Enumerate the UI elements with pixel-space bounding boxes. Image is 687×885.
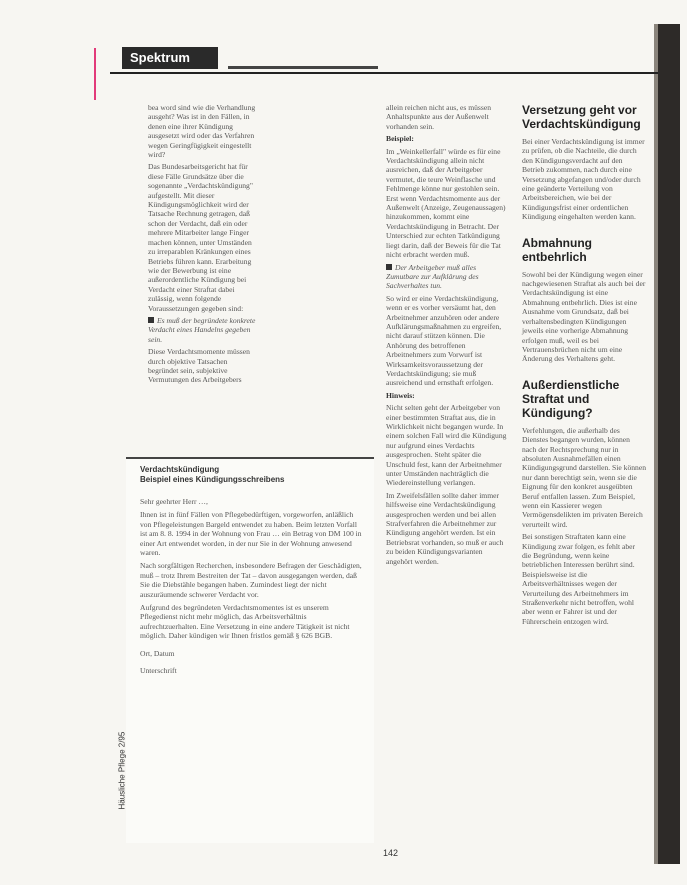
heading-versetzung: Versetzung geht vor Verdachtskündigung bbox=[522, 103, 641, 131]
subheading: Hinweis: bbox=[386, 390, 415, 400]
paragraph: So wird er eine Verdachtskündigung, wenn er es vorher versäumt hat, den Arbeitnehmer anzuhören oder andere Aufklärungsmaßnahmen zu ergreifen, nicht darauf stützen können. Die Anhörung des betroffenen Arbeitnehmers zum Vorwurf ist Wirksamkeitsvoraussetzung der Verdachtskündigung; sie muß ausreichend und ernsthaft erfolgen. bbox=[386, 293, 502, 388]
paragraph: Bei einer Verdachtskündigung ist immer zu prüfen, ob die Nachteile, die durch den Kündigungsverdacht auf den Betrieb zukommen, nach durch eine Versetzung abgefangen und/oder durch eine geänderte Verteilung von Arbeitsbereichen, wie bei der Kündigungsfrist einer ordentlichen Kündigung eingehalten werden kann. bbox=[522, 137, 645, 222]
example-letter-box bbox=[126, 457, 374, 843]
salutation: Sehr geehrter Herr …, bbox=[140, 497, 208, 506]
square-bullet-icon bbox=[386, 264, 392, 270]
signature-line: Unterschrift bbox=[140, 666, 177, 676]
subheading: Beispiel: bbox=[386, 134, 414, 144]
paragraph: Im „Weinkellerfall" würde es für eine Verdachtskündigung allein nicht ausreichen, daß der Arbeitgeber vermutet, die teure Weinflasche und Fehlmenge könne nur gestohlen sein. Erst wenn Verdachtsmomente aus der Außenwelt (Anzeige, Zeugenaussagen) hinzukommen, kommt eine Verdachtskündigung in Betracht. Der Unterschied zur echten Tatkündigung liegt darin, daß der Beweis für die Tat nicht erbracht werden muß. bbox=[386, 146, 506, 260]
paragraph: Verfehlungen, die außerhalb des Dienstes begangen wurden, können nach der Rechtsprechung nur in absoluten Ausnahmefällen einen Kündigungsgrund darstellen. Sie können nur dann berechtigt sein, wenn sie die Eignung für den konkret ausgeübten Beruf entfallen lassen. Zum Beispiel, wenn ein Kassierer wegen Vermögensdelikten im privaten Bereich verurteilt wird. bbox=[522, 425, 647, 529]
place-date: Ort, Datum bbox=[140, 648, 175, 658]
paragraph: Aufgrund des begründeten Verdachtsmomentes ist es unserem Pflegedienst nicht mehr möglich, das Arbeitsverhältnis aufrechtzuerhalten. Eine Versetzung in eine andere Tätigkeit ist nicht möglich. Daher kündigen wir Ihnen fristlos gemäß § 626 BGB. bbox=[140, 603, 350, 641]
paragraph: Nach sorgfältigen Recherchen, insbesondere Befragen der Geschädigten, muß – trotz Ihrem Bestreiten der Tat – davon ausgegangen werden, daß Sie die Diebstähle begangen haben. Zumindest liegt der nicht auszuräumende schwerer Verdacht vor. bbox=[140, 561, 362, 599]
heading-ausserdienstliche-straftat: Außerdienstliche Straftat und Kündigung? bbox=[522, 377, 620, 420]
paragraph: Nicht selten geht der Arbeitgeber von einer bestimmten Straftat aus, die in Wirklichkeit nicht begangen wurde. In einem solchen Fall wird die Kündigung nur aufgrund eines Verdachts ausgesprochen. Steht später die Unschuld fest, kann der Arbeitnehmer unter Umständen nachträglich die Wiedereinstellung verlangen. bbox=[386, 403, 507, 488]
letter-body bbox=[140, 497, 364, 680]
binding-spine bbox=[658, 24, 680, 864]
page-number: 142 bbox=[383, 848, 399, 858]
paragraph: Bei sonstigen Straftaten kann eine Kündigung zwar folgen, es fehlt aber die Begründung, wenn keine betrieblichen Interessen berührt sind. Beispielsweise ist die Arbeitsverhältnisses wegen der Verurteilung des Arbeitnehmers im Straßenverkehr nicht betroffen, wohl aber wenn er Fahrer ist und der Führerschein entzogen wird. bbox=[522, 532, 636, 626]
box-title: Verdachtskündigung Beispiel eines Kündigungsschreibens bbox=[140, 465, 285, 484]
header-rule bbox=[228, 66, 378, 69]
source-credit: Häusliche Pflege 2/95 bbox=[117, 731, 127, 810]
paragraph: Im Zweifelsfällen sollte daher immer hilfsweise eine Verdachtskündigung ausgesprochen werden und bei allen Strafverfahren die Arbeitnehmer zur Kündigung angehört werden. Ist ein Betriebsrat vorhanden, so muß er auch zu beiden Kündigungsvarianten angehört werden. bbox=[386, 490, 504, 566]
column-3 bbox=[522, 103, 646, 629]
paragraph: Diese Verdachtsmomente müssen durch objektive Tatsachen begründet sein, subjektive Vermutungen des Arbeitgebers bbox=[148, 347, 250, 385]
paragraph: bea word sind wie die Verhandlung ausgeht? Was ist in den Fällen, in denen eine ihrer Kündigung ausgesetzt wird oder das Verfahren wegen Geringfügigkeit eingestellt wird? bbox=[148, 103, 256, 160]
section-header bbox=[110, 44, 658, 74]
bullet-item: Der Arbeitgeber muß alles Zumutbare zur Aufklärung des Sachverhaltes tun. bbox=[386, 262, 479, 291]
square-bullet-icon bbox=[148, 317, 154, 323]
accent-rule bbox=[94, 48, 96, 100]
paragraph: Sowohl bei der Kündigung wegen einer nachgewiesenen Straftat als auch bei der Verdachtskündigung ist eine Abmahnung entbehrlich. Dies ist eine Ausnahme vom Grundsatz, daß bei verhaltensbedingten Kündigungen jeweils eine vorherige Abmahnung erfolgen muß, weil es bei Vertrauensbrüchen nicht um eine Änderung des Verhaltens geht. bbox=[522, 269, 646, 364]
bullet-item: Es muß der begründete konkrete Verdacht eines Handelns gegeben sein. bbox=[148, 315, 256, 344]
paragraph: allein reichen nicht aus, es müssen Anhaltspunkte aus der Außenwelt vorhanden sein. bbox=[386, 103, 492, 131]
column-2 bbox=[386, 103, 510, 569]
column-1 bbox=[148, 103, 256, 388]
paragraph: Das Bundesarbeitsgericht hat für diese Fälle Grundsätze über die sogenannte „Verdachtskündigung" aufgestellt. Mit dieser Kündigungsmöglichkeit wird der Tatsache Rechnung getragen, daß schon der Verdacht, daß ein oder mehrere Mitarbeiter lange Finger machen können, unter Umständen zu irreparablen Kränkungen eines Betriebs führen kann. Erarbeitung wie der Bewerbung ist eine außerordentliche Kündigung bei Verdacht einer Straftat dabei zulässig, wenn folgende Voraussetzungen gegeben sind: bbox=[148, 162, 253, 313]
paragraph: Ihnen ist in fünf Fällen von Pflegebedürftigen, vorgeworfen, anläßlich von Pflegeleistungen Bargeld entwendet zu haben. Beim letzten Vorfall ist am 8. 8. 1994 in der Wohnung von Frau … ein Betrag von DM 100 in einer Art entwendet worden, in der nur Sie in der Wohnung anwesend waren. bbox=[140, 510, 362, 558]
heading-abmahnung: Abmahnung entbehrlich bbox=[522, 235, 592, 264]
section-label: Spektrum bbox=[122, 47, 218, 69]
